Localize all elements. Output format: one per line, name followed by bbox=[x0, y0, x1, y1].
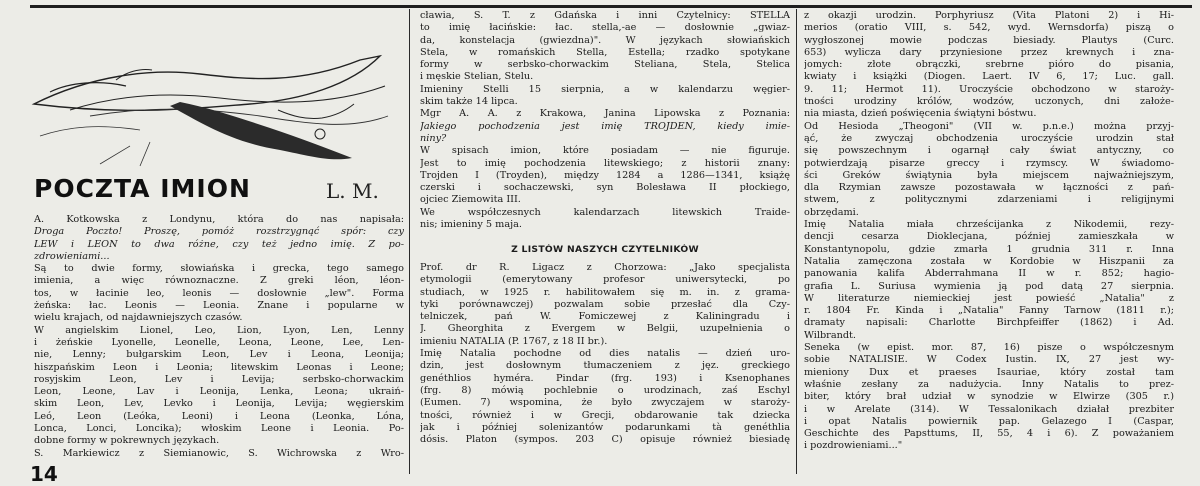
text-line: Są to dwie formy, słowiańska i grecka, tego samego bbox=[34, 263, 404, 275]
text-line: imienia, a więc równoznaczne. Z greki léon, léon- bbox=[34, 275, 404, 287]
text-line: W literaturze niemieckiej jest powieść „Natalia" z bbox=[804, 292, 1174, 304]
text-line: hiszpańskim Leon i Leonia; litewskim Leonas i Leone; bbox=[34, 361, 404, 373]
text-line: dósis. Platon (sympos. 203 C) opisuje również biesiadę bbox=[420, 434, 790, 446]
text-line: tyki porównawczej) pozwalam sobie przesłać dla Czy- bbox=[420, 298, 790, 310]
text-line: z okazji urodzin. Porphyriusz (Vita Platoni 2) i Hi- bbox=[804, 10, 1174, 21]
text-line: Imię Natalia miała chrześcijanka z Nikodemii, rezy- bbox=[804, 219, 1174, 231]
text-line: A. Kotkowska z Londynu, która do nas napisała: bbox=[34, 214, 404, 225]
text-line: biter, który brał udział w synodzie w Elwirze (305 r.) bbox=[804, 391, 1174, 403]
text-line: Imieniny Stelli 15 sierpnia, a w kalendarzu węgier- bbox=[420, 83, 790, 95]
text-line: Leó, Leon (Leóka, Leoni) i Leona (Leonka, Lóna, bbox=[34, 410, 404, 422]
text-line: panowania kalifa Abderrahmana II w r. 852; hagio- bbox=[804, 268, 1174, 280]
text-line: Wilbrandt. bbox=[804, 329, 857, 341]
text-line: dencji cesarza Dioklecjana, później zamieszkała w bbox=[804, 231, 1174, 243]
winged-figure-illustration bbox=[30, 46, 392, 170]
text-line: i opat Natalis powiernik pap. Gelazego I (Caspar, bbox=[804, 415, 1174, 427]
text-line: ojciec Ziemowita III. bbox=[420, 194, 521, 206]
text-line: skim Leon, Lev, Levko i Leonija, Levija; węgierskim bbox=[34, 398, 404, 410]
text-line: W angielskim Lionel, Leo, Lion, Lyon, Len, Lenny bbox=[34, 324, 404, 336]
column-divider bbox=[409, 9, 410, 474]
text-line: 9. 11; Hermot 11). Uroczyście obchodzono w staroży- bbox=[804, 83, 1174, 95]
author-initials: L. M. bbox=[326, 179, 379, 203]
text-line: żeńska: łac. Leonis — Leonia. Znane i popularne w bbox=[34, 300, 404, 312]
text-line: studiach, w 1925 r. habilitowałem się m. in. z grama- bbox=[420, 286, 790, 298]
text-line: J. Gheorghita z Evergem w Belgii, uzupełnienia o bbox=[420, 323, 790, 335]
text-line: dzin, jest dosłownym tłumaczeniem z jęz. greckiego bbox=[420, 360, 790, 372]
column-right bbox=[804, 10, 1174, 475]
text-line: cławia, S. T. z Gdańska i inni Czytelnicy: STELLA bbox=[420, 10, 790, 21]
text-line: W spisach imion, które posiadam — nie figuruje. bbox=[420, 145, 790, 157]
text-line: wygłoszonej mowie podczas biesiady. Plautys (Curc. bbox=[804, 34, 1174, 46]
text-line: stwem, z politycznymi zdarzeniami i religijnymi bbox=[804, 194, 1174, 206]
page-number: 14 bbox=[30, 462, 58, 486]
text-line: formy w serbsko-chorwackim Steliana, Stela, Stelica bbox=[420, 59, 790, 71]
text-line: czerski i sochaczewski, syn Bolesława II płockiego, bbox=[420, 182, 790, 194]
text-line: dobne formy w pokrewnych językach. bbox=[34, 435, 220, 447]
column-divider bbox=[796, 9, 797, 474]
text-line: Jakiego pochodzenia jest imię TROJDEN, kiedy imie- bbox=[420, 120, 790, 132]
text-line: Stela, w romańskich Stella, Estella; rzadko spotykane bbox=[420, 46, 790, 58]
section-heading bbox=[34, 174, 400, 208]
text-line: tności, również i w Grecji, obdarowanie tak dziecka bbox=[420, 409, 790, 421]
text-line: Leon, Leone, Lav i Leonija, Lenka, Leona; ukraiń- bbox=[34, 386, 404, 398]
text-line: etymologii (emerytowany profesor uniwersytecki, po bbox=[420, 274, 790, 286]
text-line: Natalia zamęczona została w Kordobie w Hiszpanii za bbox=[804, 255, 1174, 267]
text-line: i pozdrowieniami..." bbox=[804, 440, 903, 452]
text-line: grafia L. Suriusa wymienia ją pod datą 27 sierpnia. bbox=[804, 280, 1174, 292]
text-line: to imię łacińskie: łac. stella,-ae — dosłownie „gwiaz- bbox=[420, 22, 790, 34]
text-line: rosyjskim Leon, Lev i Levija; serbsko-chorwackim bbox=[34, 373, 404, 385]
text-line: Od Hesioda „Theogoni" (VII w. p.n.e.) można przyj- bbox=[804, 120, 1174, 132]
text-line: Seneka (w epist. mor. 87, 16) pisze o współczesnym bbox=[804, 342, 1174, 354]
text-line: tności urodziny królów, wodzów, uczonych, dni założe- bbox=[804, 96, 1174, 108]
text-line: da, konstelacja (gwiezdna)". W językach słowiańskich bbox=[420, 34, 790, 46]
top-rule bbox=[30, 5, 1192, 8]
text-line: (frg. 8) mówią pochlebnie o urodzinach, zaś Eschyl bbox=[420, 384, 790, 396]
text-line: nie, Lenny; bułgarskim Leon, Lev i Leona, Leonija; bbox=[34, 349, 404, 361]
text-line: obrzędami. bbox=[804, 206, 859, 218]
column-middle bbox=[420, 10, 790, 475]
text-line: Trojden I (Troyden), między 1284 a 1286—1341, książę bbox=[420, 169, 790, 181]
text-line: niny? bbox=[420, 132, 447, 144]
page-title: POCZTA IMION bbox=[34, 174, 251, 203]
text-line: jomych: złote obrączki, srebrne pióro do pisania, bbox=[804, 59, 1174, 71]
text-line: zdrowieniami... bbox=[34, 250, 110, 262]
text-line: i w Arelate (314). W Tessalonikach działał prezbiter bbox=[804, 403, 1174, 415]
text-line: Mgr A. A. z Krakowa, Janina Lipowska z Poznania: bbox=[420, 108, 790, 120]
text-line: S. Markiewicz z Siemianowic, S. Wichrowska z Wro- bbox=[34, 447, 404, 459]
text-line: LEW i LEON to dwa różne, czy też jedno imię. Z po- bbox=[34, 238, 404, 250]
text-line: skim także 14 lipca. bbox=[420, 96, 518, 108]
text-line: genéthlios hyméra. Pindar (frg. 193) i Ksenophanes bbox=[420, 372, 790, 384]
text-line: ąć, że zwyczaj obchodzenia uroczyście urodzin stał bbox=[804, 132, 1174, 144]
text-line: 653) wylicza dary przyniesione przez krewnych i zna- bbox=[804, 46, 1174, 58]
text-line: Geschichte des Papsttums, II, 55, 4 i 6). Z poważaniem bbox=[804, 428, 1174, 440]
text-line: nia miasta, dzień poświęcenia świątyni bóstwu. bbox=[804, 108, 1037, 120]
text-line: ści Greków świątynia była miejscem najważniejszym, bbox=[804, 169, 1174, 181]
text-line: Lonca, Lonci, Loncika); włoskim Leone i Leonia. Po- bbox=[34, 423, 404, 435]
text-line: i żeńskie Lyonelle, Leonelle, Leona, Leone, Lee, Len- bbox=[34, 336, 404, 348]
text-line: Konstantynopolu, gdzie zmarła 1 grudnia 311 r. Inna bbox=[804, 243, 1174, 255]
text-line: mieniony Dux et praeses Isauriae, który został tam bbox=[804, 366, 1174, 378]
text-line: We współczesnych kalendarzach litewskich Traide- bbox=[420, 206, 790, 218]
text-line: tos, w łacinie leo, leonis — dosłownie „lew". Forma bbox=[34, 287, 404, 299]
text-line: Imię Natalia pochodne od dies natalis — dzień uro- bbox=[420, 348, 790, 360]
column-left bbox=[34, 214, 404, 464]
text-line: właśnie zesłany za nadużycia. Inny Natalis to prez- bbox=[804, 378, 1174, 390]
text-line: sobie NATALISIE. W Codex Iustin. IX, 27 jest wy- bbox=[804, 354, 1174, 366]
text-line: Jest to imię pochodzenia litewskiego; z historii znany: bbox=[420, 157, 790, 169]
text-line: r. 1804 Fr. Kinda i „Natalia" Fanny Tarnow (1811 r.); bbox=[804, 305, 1174, 317]
text-line: jak i później solenizantów podarunkami tà genéthlia bbox=[420, 421, 790, 433]
text-line: nis; imieniny 5 maja. bbox=[420, 219, 522, 231]
text-line: i męskie Stelian, Stelu. bbox=[420, 71, 534, 83]
text-line: merios (oratio VIII, s. 542, wyd. Wernsdorfa) piszą o bbox=[804, 22, 1174, 34]
text-line: kwiaty i książki (Diogen. Laert. IV 6, 17; Luc. gall. bbox=[804, 71, 1174, 83]
text-line: wielu krajach, od najdawniejszych czasów. bbox=[34, 312, 243, 324]
text-line: Droga Poczto! Proszę, pomóż rozstrzygnąć spór: czy bbox=[34, 226, 404, 238]
text-line: dramaty napisali: Charlotte Birchpfeiffer (1862) i Ad. bbox=[804, 317, 1174, 329]
text-line: telniczek, pań W. Fomiczewej z Kaliningradu i bbox=[420, 311, 790, 323]
text-line: się powszechnym i ogarnął cały świat antyczny, co bbox=[804, 145, 1174, 157]
text-line: potwierdzają pisarze greccy i rzymscy. W świadomo- bbox=[804, 157, 1174, 169]
text-line: dla Rzymian zawsze pozostawała w łączności z pań- bbox=[804, 182, 1174, 194]
text-line: imieniu NATALIA (P. 1767, z 18 II br.). bbox=[420, 335, 608, 347]
section-subheading: Z LISTÓW NASZYCH CZYTELNIKÓW bbox=[511, 243, 699, 255]
text-line: (Eumen. 7) wspomina, że było zwyczajem w staroży- bbox=[420, 397, 790, 409]
text-line: Prof. dr R. Ligacz z Chorzowa: „Jako specjalista bbox=[420, 261, 790, 273]
